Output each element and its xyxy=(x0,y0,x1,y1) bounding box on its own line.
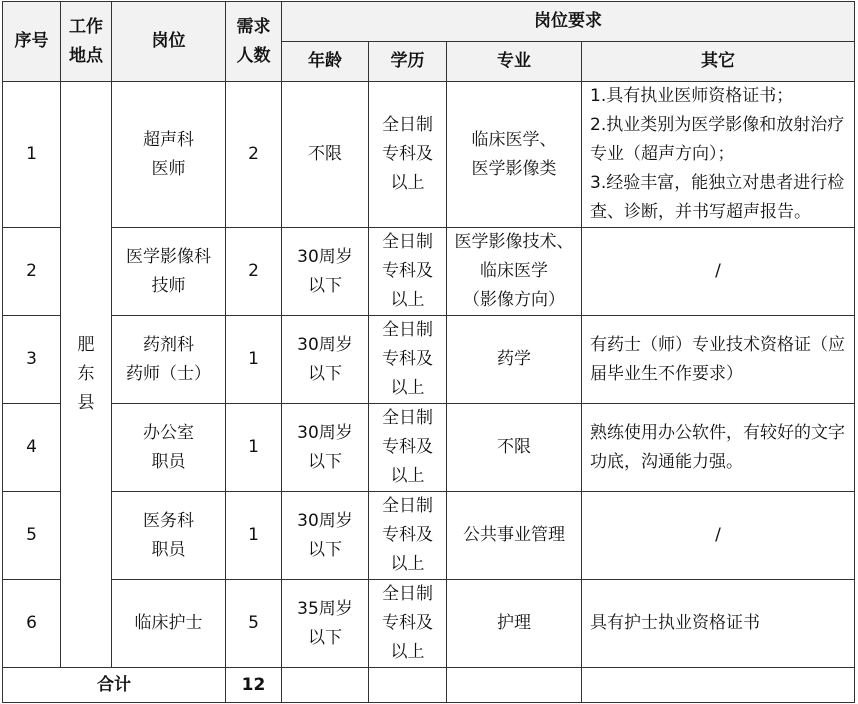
header-age: 年龄 xyxy=(282,42,369,82)
cell-education: 全日制 专科及 以上 xyxy=(369,492,447,580)
cell-seq: 4 xyxy=(3,404,61,492)
header-other: 其它 xyxy=(582,42,855,82)
cell-education: 全日制 专科及 以上 xyxy=(369,82,447,228)
cell-education: 全日制 专科及 以上 xyxy=(369,404,447,492)
cell-position: 办公室 职员 xyxy=(112,404,226,492)
header-major: 专业 xyxy=(447,42,582,82)
cell-seq: 5 xyxy=(3,492,61,580)
table-row xyxy=(3,580,855,668)
cell-age: 30周岁 以下 xyxy=(282,492,369,580)
table-row xyxy=(3,316,855,404)
cell-other: 有药士（师）专业技术资格证（应届毕业生不作要求） xyxy=(582,316,855,404)
cell-count: 2 xyxy=(226,82,282,228)
header-seq: 序号 xyxy=(3,2,61,82)
header-location: 工作 地点 xyxy=(61,2,112,82)
cell-other: 熟练使用办公软件，有较好的文字功底，沟通能力强。 xyxy=(582,404,855,492)
total-label: 合计 xyxy=(3,668,226,703)
cell-count: 1 xyxy=(226,404,282,492)
table-row xyxy=(3,492,855,580)
total-row xyxy=(3,668,855,703)
table-row xyxy=(3,404,855,492)
cell-count: 1 xyxy=(226,316,282,404)
cell-position: 临床护士 xyxy=(112,580,226,668)
cell-education: 全日制 专科及 以上 xyxy=(369,228,447,316)
cell-age: 30周岁 以下 xyxy=(282,404,369,492)
cell-major: 药学 xyxy=(447,316,582,404)
cell-age: 30周岁 以下 xyxy=(282,228,369,316)
cell-seq: 2 xyxy=(3,228,61,316)
cell-age: 不限 xyxy=(282,82,369,228)
total-empty-cell xyxy=(282,668,369,703)
cell-other: / xyxy=(582,492,855,580)
cell-major: 临床医学、 医学影像类 xyxy=(447,82,582,228)
cell-major: 医学影像技术、 临床医学 （影像方向） xyxy=(447,228,582,316)
cell-count: 1 xyxy=(226,492,282,580)
recruitment-table xyxy=(2,1,855,703)
total-empty-cell xyxy=(582,668,855,703)
cell-other: 1.具有执业医师资格证书； 2.执业类别为医学影像和放射治疗专业（超声方向）； 3.经验丰富，能独立对患者进行检查、诊断，并书写超声报告。 xyxy=(582,82,855,228)
header-position: 岗位 xyxy=(112,2,226,82)
header-count: 需求 人数 xyxy=(226,2,282,82)
cell-position: 药剂科 药师（士） xyxy=(112,316,226,404)
table-row xyxy=(3,82,855,228)
cell-position: 超声科 医师 xyxy=(112,82,226,228)
cell-position: 医务科 职员 xyxy=(112,492,226,580)
cell-age: 35周岁 以下 xyxy=(282,580,369,668)
cell-education: 全日制 专科及 以上 xyxy=(369,580,447,668)
cell-count: 5 xyxy=(226,580,282,668)
cell-other: / xyxy=(582,228,855,316)
table-row xyxy=(3,228,855,316)
cell-location: 肥 东 县 xyxy=(61,82,112,668)
cell-count: 2 xyxy=(226,228,282,316)
cell-seq: 6 xyxy=(3,580,61,668)
cell-education: 全日制 专科及 以上 xyxy=(369,316,447,404)
total-empty-cell xyxy=(447,668,582,703)
cell-major: 不限 xyxy=(447,404,582,492)
cell-major: 护理 xyxy=(447,580,582,668)
cell-age: 30周岁 以下 xyxy=(282,316,369,404)
header-education: 学历 xyxy=(369,42,447,82)
total-count: 12 xyxy=(226,668,282,703)
cell-other: 具有护士执业资格证书 xyxy=(582,580,855,668)
cell-major: 公共事业管理 xyxy=(447,492,582,580)
cell-position: 医学影像科 技师 xyxy=(112,228,226,316)
header-requirements: 岗位要求 xyxy=(282,2,855,42)
cell-seq: 1 xyxy=(3,82,61,228)
total-empty-cell xyxy=(369,668,447,703)
cell-seq: 3 xyxy=(3,316,61,404)
